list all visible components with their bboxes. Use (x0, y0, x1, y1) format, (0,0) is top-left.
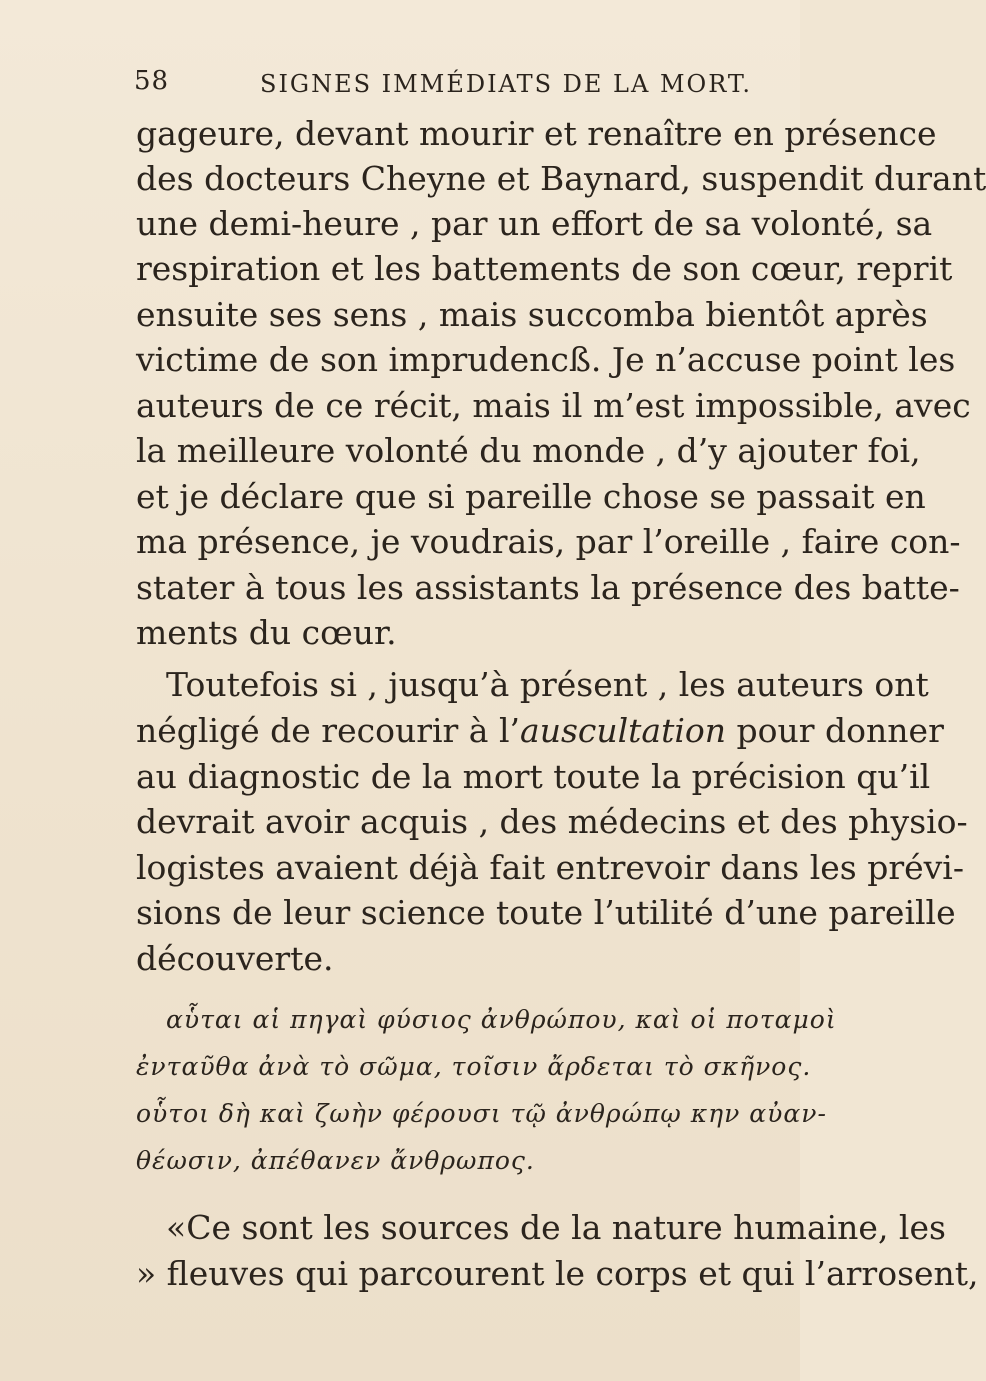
greek-line: ἐνταῦθα ἀνὰ τὸ σῶμα, τοῖσιν ἄρδεται τὸ σκῆνος. (136, 1052, 812, 1081)
text-fragment: pour donner (726, 711, 944, 750)
text-line: découverte. (136, 939, 334, 978)
running-title: SIGNES IMMÉDIATS DE LA MORT. (260, 70, 752, 98)
page-header (134, 66, 754, 106)
text-line: ments du cœur. (136, 613, 397, 652)
text-line: respiration et les battements de son cœur, reprit (136, 249, 953, 288)
text-line: «Ce sont les sources de la nature humaine, les (166, 1208, 946, 1247)
text-line (136, 711, 944, 751)
text-line: gageure, devant mourir et renaître en présence (136, 114, 937, 153)
text-line: au diagnostic de la mort toute la précision qu’il (136, 757, 931, 796)
text-line: une demi-heure , par un effort de sa volonté, sa (136, 204, 933, 243)
page-number: 58 (134, 66, 170, 96)
text-line: logistes avaient déjà fait entrevoir dans les prévi- (136, 848, 965, 887)
greek-line: οὗτοι δὴ καὶ ζωὴν φέρουσι τῷ ἀνθρώπῳ κην αὐαν- (136, 1099, 827, 1128)
greek-line: αὗται αἱ πηγαὶ φύσιος ἀνθρώπου, καὶ οἱ ποταμοὶ (166, 1005, 837, 1034)
text-line: ensuite ses sens , mais succomba bientôt après (136, 295, 928, 334)
emphasis-auscultation: auscultation (520, 711, 727, 750)
text-line: Toutefois si , jusqu’à présent , les auteurs ont (166, 665, 929, 704)
text-line: ma présence, je voudrais, par l’oreille , faire con- (136, 522, 961, 561)
text-line: » fleuves qui parcourent le corps et qui l’arrosent, (136, 1254, 979, 1293)
text-line: victime de son imprudencß. Je n’accuse point les (136, 340, 956, 379)
text-line: sions de leur science toute l’utilité d’une pareille (136, 893, 956, 932)
text-line: et je déclare que si pareille chose se passait en (136, 477, 926, 516)
text-line: stater à tous les assistants la présence des batte- (136, 568, 960, 607)
text-line: la meilleure volonté du monde , d’y ajouter foi, (136, 431, 921, 470)
text-line: des docteurs Cheyne et Baynard, suspendit durant (136, 159, 986, 198)
text-line: auteurs de ce récit, mais il m’est impossible, avec (136, 386, 971, 425)
text-fragment: négligé de recourir à l’ (136, 711, 521, 750)
greek-line: θέωσιν, ἀπέθανεν ἄνθρωπος. (136, 1146, 535, 1175)
text-line: devrait avoir acquis , des médecins et des physio- (136, 802, 968, 841)
